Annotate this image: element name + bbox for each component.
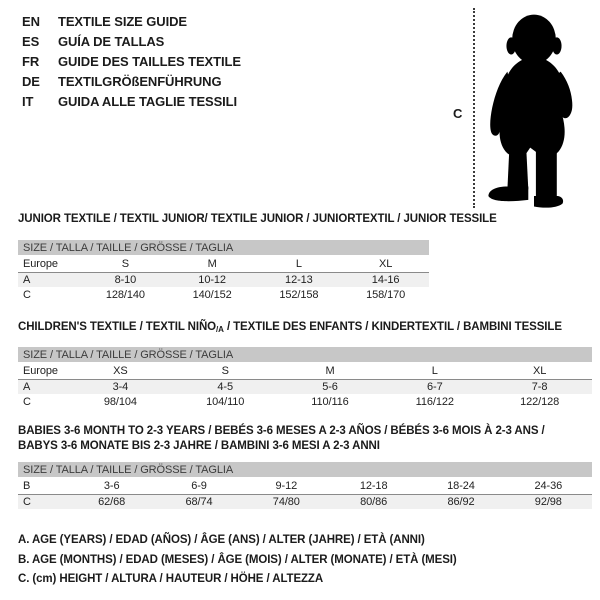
table-row	[18, 479, 592, 494]
table-row	[18, 364, 592, 379]
cell: 110/116	[311, 395, 349, 408]
children-table-title	[18, 321, 593, 334]
cell: 4-5	[173, 379, 278, 394]
cell: 12-18	[330, 479, 417, 494]
junior-table-title: JUNIOR TEXTILE / TEXTIL JUNIOR/ TEXTILE JUNIOR / JUNIORTEXTIL / JUNIOR TESSILE	[18, 213, 497, 225]
children-title-prefix: CHILDREN'S TEXTILE / TEXTIL NIÑO	[18, 321, 217, 333]
row-label: A	[18, 272, 82, 287]
cell: 18-24	[417, 479, 504, 494]
table-row	[18, 272, 429, 287]
lang-title: TEXTILGRÖßENFÜHRUNG	[58, 73, 222, 89]
lang-title: TEXTILE SIZE GUIDE	[58, 13, 187, 29]
cell: 3-6	[68, 479, 155, 494]
table-row	[18, 379, 592, 394]
cell: XS	[68, 364, 173, 379]
table-row	[18, 494, 592, 509]
cell: 86/92	[417, 494, 504, 509]
cell: 116/122	[415, 395, 454, 408]
lang-code: DE	[22, 73, 40, 89]
babies-table-title	[18, 424, 593, 454]
cell: 98/104	[103, 395, 137, 408]
cell: S	[82, 257, 169, 272]
cell: M	[278, 364, 383, 379]
legend-note-b: B. AGE (MONTHS) / EDAD (MESES) / ÂGE (MOIS) / ALTER (MONATE) / ETÀ (MESI)	[18, 553, 457, 566]
legend-note-c: C. (cm) HEIGHT / ALTURA / HAUTEUR / HÖHE / ALTEZZA	[18, 573, 324, 585]
junior-size-bar: SIZE / TALLA / TAILLE / GRÖSSE / TAGLIA	[18, 240, 429, 255]
lang-title: GUIDA ALLE TAGLIE TESSILI	[58, 93, 238, 109]
lang-row-es	[22, 31, 241, 51]
cell: 74/80	[243, 494, 330, 509]
lang-title: GUÍA DE TALLAS	[58, 33, 165, 49]
children-size-bar: SIZE / TALLA / TAILLE / GRÖSSE / TAGLIA	[18, 347, 592, 362]
row-label: Europe	[18, 364, 68, 379]
cell: M	[169, 257, 256, 272]
junior-size-table	[18, 240, 429, 302]
children-size-table	[18, 347, 592, 409]
cell: 152/158	[279, 288, 319, 301]
language-title-list	[22, 11, 241, 111]
lang-code: IT	[22, 93, 34, 109]
cell: XL	[342, 257, 429, 272]
cell: L	[256, 257, 343, 272]
cell: 5-6	[278, 379, 383, 394]
cell: 7-8	[487, 379, 592, 394]
row-label: C	[18, 494, 68, 509]
babies-title-line2: BABYS 3-6 MONATE BIS 2-3 JAHRE / BAMBINI 3-6 MESI A 2-3 ANNI	[18, 440, 380, 452]
lang-row-fr	[22, 51, 241, 71]
cell: 24-36	[505, 479, 592, 494]
table-row	[18, 257, 429, 272]
lang-code: EN	[22, 13, 40, 29]
lang-row-en	[22, 11, 241, 31]
lang-row-it	[22, 91, 241, 111]
babies-size-table	[18, 462, 592, 509]
children-title-suffix: / TEXTILE DES ENFANTS / KINDERTEXTIL / BAMBINI TESSILE	[223, 321, 562, 333]
babies-table	[18, 479, 592, 509]
cell: 9-12	[243, 479, 330, 494]
junior-table	[18, 257, 429, 302]
cell: 80/86	[330, 494, 417, 509]
cell: 8-10	[82, 272, 169, 287]
children-title-subscript: /A	[216, 325, 224, 334]
lang-code: FR	[22, 53, 40, 69]
cell: 12-13	[256, 272, 343, 287]
cell: L	[382, 364, 487, 379]
cell: 140/152	[192, 288, 232, 301]
cell: 104/110	[206, 395, 245, 408]
row-label: A	[18, 379, 68, 394]
cell: 10-12	[169, 272, 256, 287]
cell: S	[173, 364, 278, 379]
legend-notes	[18, 531, 457, 590]
cell: 128/140	[105, 288, 145, 301]
row-label: C	[23, 395, 31, 408]
table-row	[18, 287, 429, 302]
legend-note-a: A. AGE (YEARS) / EDAD (AÑOS) / ÂGE (ANS) / ALTER (JAHRE) / ETÀ (ANNI)	[18, 534, 425, 546]
cell: 68/74	[155, 494, 242, 509]
lang-row-de	[22, 71, 241, 91]
cell: 92/98	[505, 494, 592, 509]
cell: 14-16	[342, 272, 429, 287]
height-measure-label: C	[453, 106, 463, 121]
row-label: B	[18, 479, 68, 494]
lang-code: ES	[22, 33, 40, 49]
children-table	[18, 364, 592, 409]
cell: 62/68	[68, 494, 155, 509]
cell: 3-4	[68, 379, 173, 394]
row-label: Europe	[18, 257, 82, 272]
cell: XL	[487, 364, 592, 379]
cell: 6-9	[155, 479, 242, 494]
row-label: C	[23, 288, 31, 301]
height-measure-dotted-line	[473, 8, 475, 208]
cell: 122/128	[520, 395, 560, 408]
cell: 158/170	[366, 288, 406, 301]
babies-size-bar: SIZE / TALLA / TAILLE / GRÖSSE / TAGLIA	[18, 462, 592, 477]
table-row	[18, 394, 592, 409]
baby-silhouette-icon	[477, 5, 591, 217]
lang-title: GUIDE DES TAILLES TEXTILE	[58, 53, 241, 69]
cell: 6-7	[382, 379, 487, 394]
babies-title-line1: BABIES 3-6 MONTH TO 2-3 YEARS / BEBÉS 3-6 MESES A 2-3 AÑOS / BÉBÉS 3-6 MOIS À 2-3 ANS /	[18, 425, 545, 437]
